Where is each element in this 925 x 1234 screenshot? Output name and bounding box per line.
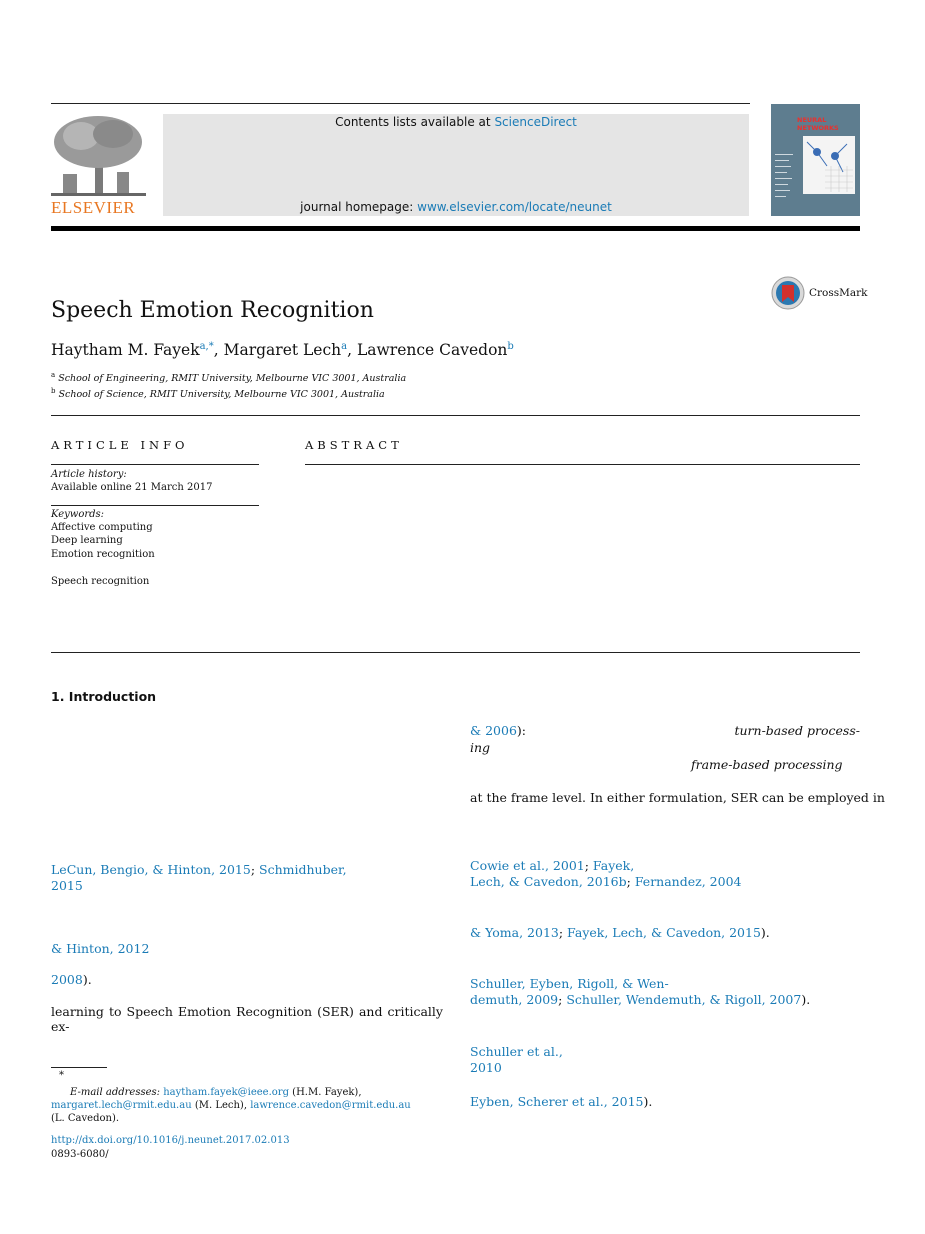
affiliation-text: School of Engineering, RMIT University, Melbourne VIC 3001, Australia bbox=[58, 373, 407, 385]
citation-link[interactable]: Eyben, Scherer et al., 2015 bbox=[470, 1094, 644, 1109]
citation-line: LeCun, Bengio, & Hinton, 2015; Schmidhuber, bbox=[51, 862, 347, 877]
author-name: Margaret Lech bbox=[223, 341, 342, 360]
header-thick-rule bbox=[51, 226, 860, 231]
doi-link[interactable]: http://dx.doi.org/10.1016/j.neunet.2017.02.013 bbox=[51, 1135, 290, 1146]
homepage-prefix: journal homepage: bbox=[300, 200, 418, 214]
author-affiliation-link[interactable]: a,* bbox=[199, 341, 214, 352]
history-rule bbox=[51, 505, 259, 506]
affiliation-mark: b bbox=[51, 387, 56, 395]
author-name: Haytham M. Fayek bbox=[51, 341, 200, 360]
elsevier-logo bbox=[51, 114, 146, 216]
citation-line: demuth, 2009; Schuller, Wendemuth, & Rigoll, 2007). bbox=[470, 992, 811, 1007]
abstract-heading: ABSTRACT bbox=[305, 438, 403, 452]
abstract-bottom-rule bbox=[51, 652, 860, 653]
issn: 0893-6080/ bbox=[51, 1149, 109, 1160]
author-affiliation-link[interactable]: b bbox=[507, 341, 514, 352]
footnote-emails: margaret.lech@rmit.edu.au (M. Lech), lawrence.cavedon@rmit.edu.au bbox=[51, 1100, 411, 1111]
journal-cover bbox=[771, 104, 860, 216]
turn-based-term-end: ing bbox=[470, 740, 491, 755]
footnote-star: * bbox=[59, 1070, 64, 1081]
citation-link[interactable]: Fernandez, 2004 bbox=[634, 874, 742, 889]
citation-link[interactable]: & Yoma, 2013 bbox=[470, 925, 559, 940]
citation-line: & Yoma, 2013; Fayek, Lech, & Cavedon, 2015). bbox=[470, 925, 770, 940]
affiliation bbox=[51, 387, 385, 400]
email-link[interactable]: margaret.lech@rmit.edu.au bbox=[51, 1100, 192, 1111]
citation-line: Lech, & Cavedon, 2016b; Fernandez, 2004 bbox=[470, 874, 742, 889]
citation-line: Eyben, Scherer et al., 2015). bbox=[470, 1094, 653, 1109]
history-label: Article history: bbox=[51, 469, 127, 480]
frame-based-term: frame-based processing bbox=[691, 757, 843, 772]
footnote-rule bbox=[51, 1067, 107, 1068]
keyword: Speech recognition bbox=[51, 576, 150, 587]
homepage-link[interactable]: www.elsevier.com/locate/neunet bbox=[417, 200, 612, 214]
footnote-name: (L. Cavedon). bbox=[51, 1113, 120, 1124]
citation-line: 2008). bbox=[51, 972, 92, 987]
citation-link[interactable]: Fayek, Lech, & Cavedon, 2015 bbox=[567, 925, 761, 940]
sciencedirect-link[interactable]: ScienceDirect bbox=[494, 115, 577, 129]
turn-based-term: turn-based process- bbox=[734, 723, 860, 738]
citation-line: Cowie et al., 2001; Fayek, bbox=[470, 858, 635, 873]
citation-link[interactable]: Schuller, Eyben, Rigoll, & Wen- bbox=[470, 976, 669, 991]
citation-link[interactable]: 2015 bbox=[51, 878, 83, 893]
keyword: Deep learning bbox=[51, 535, 123, 546]
keyword: Affective computing bbox=[51, 522, 153, 533]
citation-line: & 2006): bbox=[470, 723, 527, 738]
email-label: E-mail addresses: bbox=[70, 1087, 161, 1098]
citation-link[interactable]: Lech, & Cavedon, 2016b bbox=[470, 874, 627, 889]
body-sentence: learning to Speech Emotion Recognition (SER) and critically ex- bbox=[51, 1004, 443, 1034]
citation-link[interactable]: Schmidhuber, bbox=[259, 862, 347, 877]
citation-link[interactable]: 2008 bbox=[51, 972, 83, 987]
cover-title: NEURAL NETWORKS bbox=[797, 116, 839, 132]
keywords-label: Keywords: bbox=[51, 509, 105, 520]
author-name: Lawrence Cavedon bbox=[356, 341, 508, 360]
cover-lines-icon bbox=[775, 154, 797, 202]
email-link[interactable]: lawrence.cavedon@rmit.edu.au bbox=[250, 1100, 411, 1111]
section-heading: 1. Introduction bbox=[51, 689, 157, 704]
crossmark-label: CrossMark bbox=[809, 287, 868, 299]
article-title: Speech Emotion Recognition bbox=[51, 298, 374, 323]
article-info-heading: ARTICLE INFO bbox=[51, 438, 189, 452]
affiliation-rule bbox=[51, 415, 860, 416]
affiliation-text: School of Science, RMIT University, Melbourne VIC 3001, Australia bbox=[58, 389, 385, 401]
elsevier-tree-icon bbox=[51, 114, 146, 196]
citation-link[interactable]: demuth, 2009 bbox=[470, 992, 559, 1007]
cover-text-lines bbox=[775, 154, 797, 202]
publisher-name: ELSEVIER bbox=[51, 198, 136, 217]
citation-link[interactable]: Fayek, bbox=[592, 858, 635, 873]
citation-link[interactable]: Schuller et al., bbox=[470, 1044, 563, 1059]
contents-prefix: Contents lists available at bbox=[335, 115, 495, 129]
footnote-emails: E-mail addresses: haytham.fayek@ieee.org (H.M. Fayek), bbox=[70, 1087, 362, 1098]
citation-link[interactable]: & 2006 bbox=[470, 723, 517, 738]
article-info-rule bbox=[51, 464, 259, 465]
affiliation-mark: a bbox=[51, 371, 56, 379]
author-list: Haytham M. Fayek$^{a,*}$, Margaret Lech$^a$, Lawrence Cavedon$^b$ bbox=[51, 341, 514, 360]
cover-figure bbox=[803, 136, 855, 194]
abstract-rule bbox=[305, 464, 860, 465]
citation-link[interactable]: LeCun, Bengio, & Hinton, 2015 bbox=[51, 862, 251, 877]
crossmark-badge[interactable] bbox=[771, 276, 866, 310]
citation-link[interactable]: Cowie et al., 2001 bbox=[470, 858, 585, 873]
neuron-icon bbox=[803, 136, 855, 194]
crossmark-icon bbox=[771, 276, 805, 310]
citation-link[interactable]: 2010 bbox=[470, 1060, 502, 1075]
contents-line bbox=[163, 115, 749, 129]
citation-link[interactable]: Schuller, Wendemuth, & Rigoll, 2007 bbox=[566, 992, 802, 1007]
homepage-line bbox=[163, 200, 749, 214]
author-affiliation-link[interactable]: a bbox=[341, 341, 348, 352]
history-value: Available online 21 March 2017 bbox=[51, 482, 213, 493]
header-top-rule bbox=[51, 103, 750, 104]
citation-link[interactable]: & Hinton, 2012 bbox=[51, 941, 150, 956]
journal-header-box bbox=[163, 114, 749, 216]
email-link[interactable]: haytham.fayek@ieee.org bbox=[163, 1087, 289, 1098]
keyword: Emotion recognition bbox=[51, 549, 155, 560]
body-sentence: at the frame level. In either formulation, SER can be employed in bbox=[470, 790, 885, 805]
affiliation bbox=[51, 371, 406, 384]
